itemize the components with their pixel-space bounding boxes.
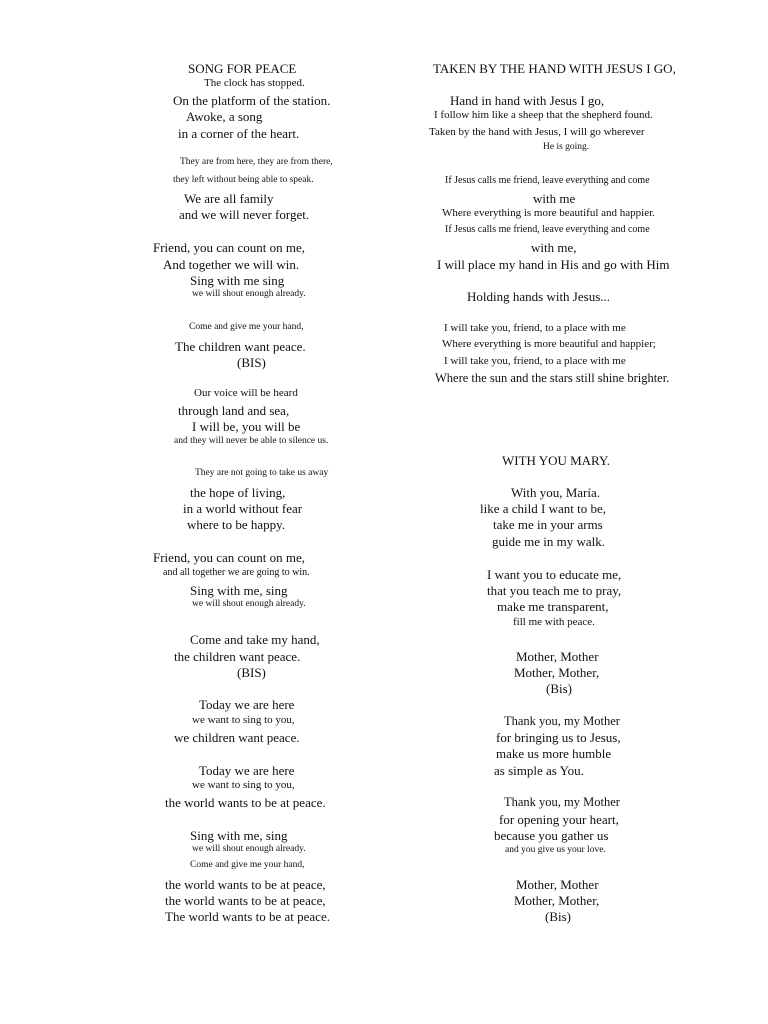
lyric-line: Friend, you can count on me, bbox=[153, 240, 305, 255]
lyric-line: I will take you, friend, to a place with me bbox=[444, 322, 626, 334]
lyric-line: Our voice will be heard bbox=[194, 387, 298, 399]
lyric-line: Come and take my hand, bbox=[190, 632, 320, 647]
lyric-line: Holding hands with Jesus... bbox=[467, 289, 610, 304]
lyric-line: in a world without fear bbox=[183, 501, 303, 516]
lyric-line: for opening your heart, bbox=[499, 812, 619, 827]
lyric-line: (BIS) bbox=[237, 355, 266, 370]
lyric-line: Awoke, a song bbox=[186, 109, 263, 124]
lyric-line: Mother, Mother, bbox=[514, 893, 600, 908]
lyric-line: Where everything is more beautiful and happier; bbox=[442, 338, 656, 350]
lyric-line: where to be happy. bbox=[187, 517, 286, 532]
lyric-line: we children want peace. bbox=[174, 730, 300, 745]
lyric-line: take me in your arms bbox=[493, 517, 603, 532]
lyric-line: we will shout enough already. bbox=[192, 289, 306, 299]
lyric-line: On the platform of the station. bbox=[173, 93, 331, 108]
lyric-line: (Bis) bbox=[545, 909, 571, 924]
lyric-line: Mother, Mother bbox=[516, 649, 599, 664]
lyric-line: Hand in hand with Jesus I go, bbox=[450, 93, 605, 108]
lyric-line: The world wants to be at peace. bbox=[165, 909, 330, 924]
lyric-line: We are all family bbox=[184, 191, 274, 206]
lyric-line: Today we are here bbox=[199, 763, 295, 778]
lyric-line: I want you to educate me, bbox=[487, 567, 622, 582]
song-title: SONG FOR PEACE bbox=[188, 61, 297, 76]
lyric-line: Sing with me sing bbox=[190, 273, 285, 288]
lyric-line: Come and give me your hand, bbox=[189, 322, 304, 332]
lyric-line: Today we are here bbox=[199, 697, 295, 712]
lyric-line: like a child I want to be, bbox=[480, 501, 606, 516]
lyric-line: that you teach me to pray, bbox=[487, 583, 622, 598]
lyric-line: and they will never be able to silence us. bbox=[174, 436, 329, 446]
lyric-line: we want to sing to you, bbox=[192, 714, 295, 726]
lyric-line: the hope of living, bbox=[190, 485, 286, 500]
lyric-line: for bringing us to Jesus, bbox=[496, 730, 621, 745]
lyric-line: Friend, you can count on me, bbox=[153, 550, 305, 565]
lyric-line: The clock has stopped. bbox=[204, 77, 305, 89]
lyric-line: And together we will win. bbox=[163, 257, 300, 272]
lyric-line: Where the sun and the stars still shine brighter. bbox=[435, 371, 670, 385]
lyric-line: and all together we are going to win. bbox=[163, 567, 310, 578]
lyric-line: with me, bbox=[531, 240, 577, 255]
taken-by-hand-column bbox=[390, 0, 768, 1024]
lyric-line: fill me with peace. bbox=[513, 616, 595, 628]
lyric-line: If Jesus calls me friend, leave everything and come bbox=[445, 224, 650, 235]
lyric-line: Taken by the hand with Jesus, I will go wherever bbox=[429, 126, 645, 138]
lyric-line: (BIS) bbox=[237, 665, 266, 680]
lyric-line: I will place my hand in His and go with Him bbox=[437, 257, 670, 272]
lyric-line: Mother, Mother, bbox=[514, 665, 600, 680]
lyric-line: Where everything is more beautiful and happier. bbox=[442, 207, 655, 219]
lyric-line: Sing with me, sing bbox=[190, 828, 288, 843]
lyric-line: I will be, you will be bbox=[192, 419, 301, 434]
lyric-line: the world wants to be at peace. bbox=[165, 795, 326, 810]
lyric-line: and we will never forget. bbox=[179, 207, 310, 222]
lyric-line: I follow him like a sheep that the shepherd found. bbox=[434, 109, 653, 121]
lyric-line: I will take you, friend, to a place with me bbox=[444, 355, 626, 367]
lyric-line: They are from here, they are from there, bbox=[180, 157, 333, 167]
lyric-line: (Bis) bbox=[546, 681, 572, 696]
lyric-line: He is going. bbox=[543, 142, 590, 152]
lyric-line: the world wants to be at peace, bbox=[165, 877, 326, 892]
lyric-line: With you, María. bbox=[511, 485, 601, 500]
lyric-line: Thank you, my Mother bbox=[504, 795, 620, 809]
lyric-line: the world wants to be at peace, bbox=[165, 893, 326, 908]
lyric-line: make us more humble bbox=[496, 746, 612, 761]
lyric-line: with me bbox=[533, 191, 576, 206]
lyric-line: Thank you, my Mother bbox=[504, 714, 620, 728]
lyric-line: Sing with me, sing bbox=[190, 583, 288, 598]
lyric-line: we will shout enough already. bbox=[192, 844, 306, 854]
lyric-line: the children want peace. bbox=[174, 649, 301, 664]
lyric-line: through land and sea, bbox=[178, 403, 290, 418]
lyric-line: we want to sing to you, bbox=[192, 779, 295, 791]
song-title: TAKEN BY THE HAND WITH JESUS I GO, bbox=[433, 61, 676, 76]
lyric-line: They are not going to take us away bbox=[195, 468, 329, 478]
lyric-line: guide me in my walk. bbox=[492, 534, 606, 549]
lyric-line: in a corner of the heart. bbox=[178, 126, 300, 141]
lyric-line: If Jesus calls me friend, leave everything and come bbox=[445, 175, 650, 186]
lyric-line: we will shout enough already. bbox=[192, 599, 306, 609]
lyric-line: they left without being able to speak. bbox=[173, 175, 314, 185]
lyric-line: The children want peace. bbox=[175, 339, 306, 354]
lyric-line: because you gather us bbox=[494, 828, 609, 843]
song-title: WITH YOU MARY. bbox=[502, 453, 610, 468]
lyric-line: as simple as You. bbox=[494, 763, 584, 778]
lyric-line: Come and give me your hand, bbox=[190, 860, 305, 870]
lyric-line: make me transparent, bbox=[497, 599, 609, 614]
lyric-line: and you give us your love. bbox=[505, 845, 606, 855]
lyric-line: Mother, Mother bbox=[516, 877, 599, 892]
